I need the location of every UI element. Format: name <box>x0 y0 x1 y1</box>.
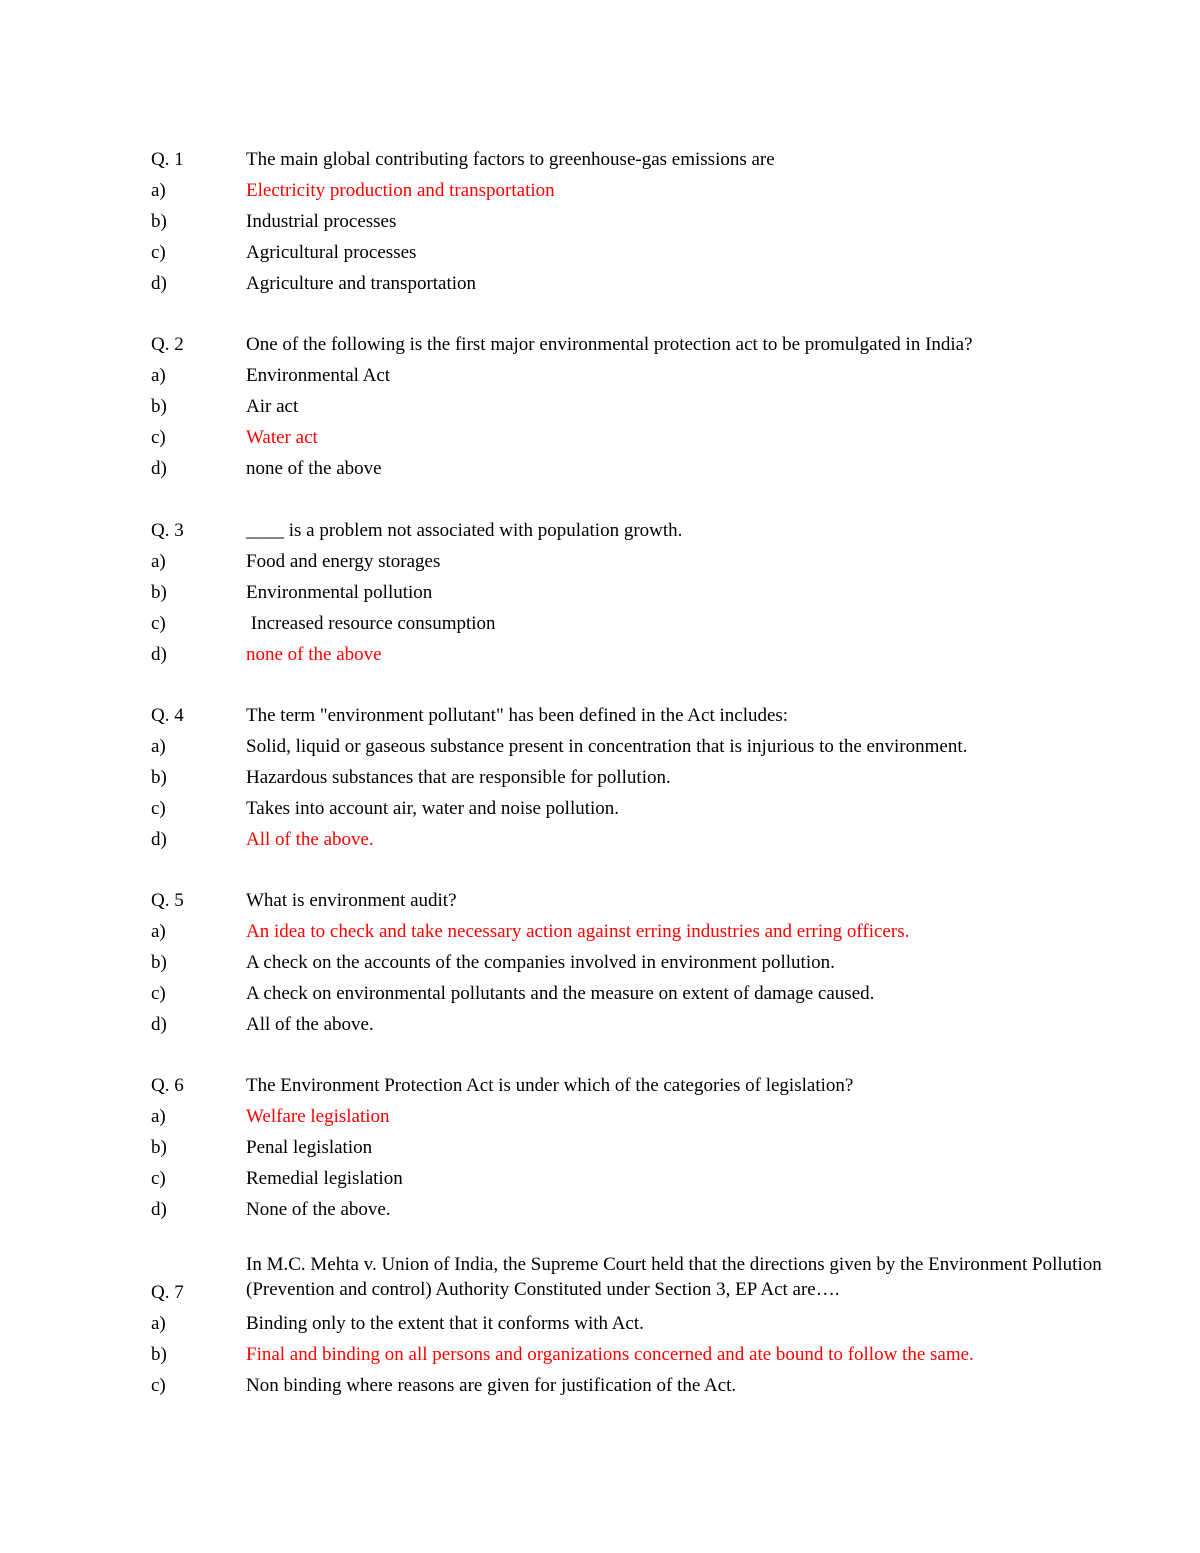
option-label: d) <box>151 644 167 665</box>
option-label: d) <box>151 458 167 479</box>
option-row <box>0 978 1200 1009</box>
option-label: c) <box>151 427 166 448</box>
question-block <box>0 515 1200 670</box>
option-label: a) <box>151 180 166 201</box>
option-row <box>0 237 1200 268</box>
option-text: none of the above <box>246 644 382 665</box>
question-row <box>0 1252 1200 1308</box>
option-row <box>0 577 1200 608</box>
option-row <box>0 793 1200 824</box>
option-label: b) <box>151 952 167 973</box>
question-text: In M.C. Mehta v. Union of India, the Supreme Court held that the directions given by the Environment Pollution (Prevention and control) Authority Constituted under Section 3, EP Act are…. <box>246 1254 1102 1300</box>
option-text: Environmental Act <box>246 365 391 386</box>
question-block <box>0 329 1200 484</box>
option-label: d) <box>151 273 167 294</box>
option-row <box>0 947 1200 978</box>
question-block <box>0 1252 1200 1401</box>
option-row-correct <box>0 639 1200 670</box>
option-row-correct <box>0 422 1200 453</box>
option-text: Water act <box>246 427 318 448</box>
option-row-correct <box>0 175 1200 206</box>
option-row <box>0 1163 1200 1194</box>
option-row-correct <box>0 1339 1200 1370</box>
question-block <box>0 1070 1200 1225</box>
option-label: b) <box>151 582 167 603</box>
option-text: Penal legislation <box>246 1137 373 1158</box>
option-text: Air act <box>246 396 299 417</box>
option-row-correct <box>0 1101 1200 1132</box>
option-label: d) <box>151 1014 167 1035</box>
option-label: c) <box>151 242 166 263</box>
option-text: Agriculture and transportation <box>246 273 477 294</box>
question-row <box>0 700 1200 731</box>
option-text: A check on the accounts of the companies involved in environment pollution. <box>246 952 835 973</box>
option-text: Industrial processes <box>246 211 397 232</box>
option-text: All of the above. <box>246 829 374 850</box>
question-row <box>0 144 1200 175</box>
option-label: a) <box>151 921 166 942</box>
question-number: Q. 4 <box>151 705 184 726</box>
option-text: Remedial legislation <box>246 1168 403 1189</box>
option-label: d) <box>151 1199 167 1220</box>
option-row <box>0 762 1200 793</box>
option-label: c) <box>151 613 166 634</box>
option-row <box>0 1009 1200 1040</box>
question-text: What is environment audit? <box>246 890 457 911</box>
question-text: ____ is a problem not associated with population growth. <box>246 520 683 541</box>
option-text: None of the above. <box>246 1199 391 1220</box>
option-text: Agricultural processes <box>246 242 417 263</box>
option-label: a) <box>151 1313 166 1334</box>
question-number: Q. 7 <box>151 1282 184 1303</box>
option-text: Increased resource consumption <box>246 613 496 634</box>
question-row <box>0 515 1200 546</box>
option-row <box>0 453 1200 484</box>
option-label: c) <box>151 798 166 819</box>
option-text: All of the above. <box>246 1014 374 1035</box>
option-row <box>0 1194 1200 1225</box>
option-text: Takes into account air, water and noise pollution. <box>246 798 620 819</box>
question-block <box>0 144 1200 299</box>
option-row-correct <box>0 916 1200 947</box>
option-text: Electricity production and transportation <box>246 180 555 201</box>
option-row <box>0 268 1200 299</box>
option-text: Solid, liquid or gaseous substance present in concentration that is injurious to the environment. <box>246 736 968 757</box>
question-row <box>0 329 1200 360</box>
option-label: d) <box>151 829 167 850</box>
option-text: Environmental pollution <box>246 582 433 603</box>
option-label: a) <box>151 1106 166 1127</box>
question-row <box>0 1070 1200 1101</box>
option-row <box>0 360 1200 391</box>
option-text: Hazardous substances that are responsible for pollution. <box>246 767 671 788</box>
option-label: c) <box>151 1375 166 1396</box>
question-number: Q. 6 <box>151 1075 184 1096</box>
option-text: Welfare legislation <box>246 1106 390 1127</box>
question-number: Q. 3 <box>151 520 184 541</box>
option-label: a) <box>151 365 166 386</box>
question-number: Q. 1 <box>151 149 184 170</box>
option-row <box>0 1370 1200 1401</box>
question-text: The main global contributing factors to greenhouse-gas emissions are <box>246 149 775 170</box>
question-block <box>0 700 1200 855</box>
option-row <box>0 608 1200 639</box>
option-text: Food and energy storages <box>246 551 441 572</box>
option-label: c) <box>151 1168 166 1189</box>
option-label: a) <box>151 736 166 757</box>
option-text: Final and binding on all persons and organizations concerned and ate bound to follow the same. <box>246 1344 974 1365</box>
option-text: A check on environmental pollutants and the measure on extent of damage caused. <box>246 983 875 1004</box>
question-text: The Environment Protection Act is under which of the categories of legislation? <box>246 1075 854 1096</box>
option-row <box>0 731 1200 762</box>
option-label: b) <box>151 1137 167 1158</box>
question-number: Q. 5 <box>151 890 184 911</box>
question-block <box>0 885 1200 1040</box>
option-label: b) <box>151 1344 167 1365</box>
question-text: One of the following is the first major environmental protection act to be promulgated in India? <box>246 334 973 355</box>
option-text: none of the above <box>246 458 382 479</box>
question-row <box>0 885 1200 916</box>
question-text: The term "environment pollutant" has been defined in the Act includes: <box>246 705 789 726</box>
option-label: a) <box>151 551 166 572</box>
option-text: An idea to check and take necessary action against erring industries and erring officers. <box>246 921 910 942</box>
option-row <box>0 546 1200 577</box>
option-row-correct <box>0 824 1200 855</box>
option-text: Non binding where reasons are given for justification of the Act. <box>246 1375 737 1396</box>
option-label: b) <box>151 767 167 788</box>
option-row <box>0 1132 1200 1163</box>
option-row <box>0 206 1200 237</box>
option-label: b) <box>151 396 167 417</box>
question-number: Q. 2 <box>151 334 184 355</box>
option-row <box>0 1308 1200 1339</box>
option-label: b) <box>151 211 167 232</box>
option-label: c) <box>151 983 166 1004</box>
option-row <box>0 391 1200 422</box>
option-text: Binding only to the extent that it conforms with Act. <box>246 1313 644 1334</box>
